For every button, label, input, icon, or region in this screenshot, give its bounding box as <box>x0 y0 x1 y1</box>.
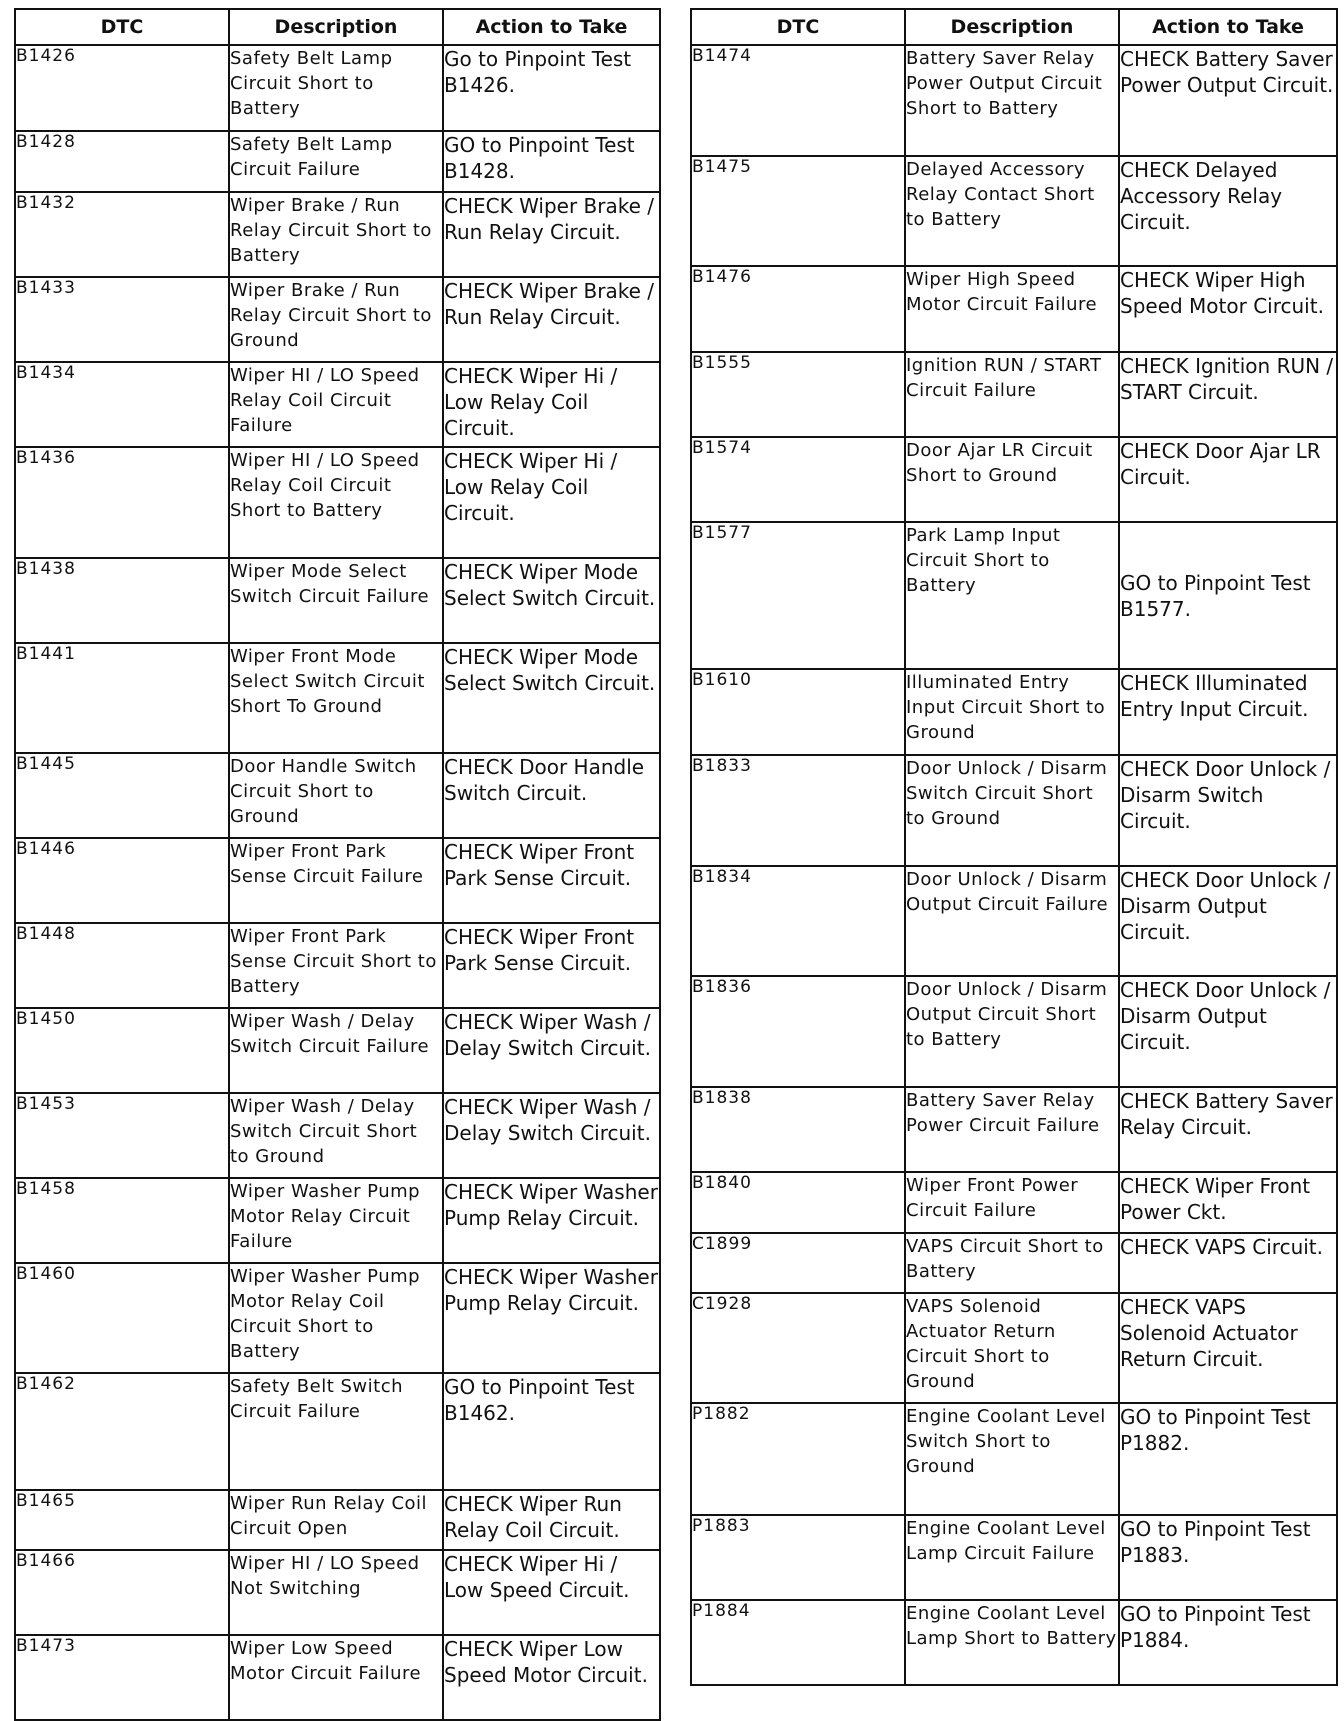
dtc-code: B1466 <box>15 1550 229 1635</box>
dtc-action: CHECK Wiper Hi / Low Speed Circuit. <box>443 1550 660 1635</box>
dtc-code: B1433 <box>15 277 229 362</box>
dtc-action: CHECK Battery Saver Relay Circuit. <box>1119 1087 1337 1172</box>
dtc-code: P1882 <box>691 1403 905 1515</box>
dtc-action: CHECK Wiper High Speed Motor Circuit. <box>1119 266 1337 352</box>
dtc-description: Safety Belt Switch Circuit Failure <box>229 1373 443 1490</box>
dtc-code: P1884 <box>691 1600 905 1685</box>
header-row <box>15 9 660 45</box>
table-row <box>15 558 660 643</box>
dtc-code: B1446 <box>15 838 229 923</box>
table-row <box>691 1515 1337 1600</box>
table-row <box>691 866 1337 976</box>
dtc-action: CHECK Wiper Front Power Ckt. <box>1119 1172 1337 1233</box>
table-row <box>15 1178 660 1263</box>
dtc-code: B1833 <box>691 755 905 866</box>
dtc-action: CHECK Wiper Brake / Run Relay Circuit. <box>443 277 660 362</box>
dtc-code: B1432 <box>15 192 229 277</box>
table-row <box>691 755 1337 866</box>
dtc-code: B1574 <box>691 437 905 522</box>
dtc-code: B1445 <box>15 753 229 838</box>
table-row <box>15 131 660 192</box>
dtc-description: Wiper HI / LO Speed Not Switching <box>229 1550 443 1635</box>
table-row <box>691 669 1337 755</box>
dtc-code: P1883 <box>691 1515 905 1600</box>
table-row <box>691 1293 1337 1403</box>
dtc-description: Wiper Washer Pump Motor Relay Circuit Failure <box>229 1178 443 1263</box>
table-row <box>691 1087 1337 1172</box>
dtc-code: B1465 <box>15 1490 229 1550</box>
dtc-action: CHECK Wiper Hi / Low Relay Coil Circuit. <box>443 362 660 447</box>
dtc-description: Wiper Mode Select Switch Circuit Failure <box>229 558 443 643</box>
dtc-action: CHECK Wiper Brake / Run Relay Circuit. <box>443 192 660 277</box>
table-row <box>15 1635 660 1720</box>
dtc-description: Engine Coolant Level Lamp Short to Battery <box>905 1600 1119 1685</box>
table-row <box>15 362 660 447</box>
dtc-action: CHECK Illuminated Entry Input Circuit. <box>1119 669 1337 755</box>
dtc-description: Wiper Wash / Delay Switch Circuit Short to Ground <box>229 1093 443 1178</box>
dtc-description: Wiper Run Relay Coil Circuit Open <box>229 1490 443 1550</box>
dtc-action: CHECK VAPS Circuit. <box>1119 1233 1337 1293</box>
dtc-description: Wiper HI / LO Speed Relay Coil Circuit Failure <box>229 362 443 447</box>
dtc-action: GO to Pinpoint Test P1884. <box>1119 1600 1337 1685</box>
table-row <box>15 753 660 838</box>
dtc-action: CHECK Door Unlock / Disarm Output Circuit. <box>1119 866 1337 976</box>
table-row <box>15 838 660 923</box>
table-row <box>15 1490 660 1550</box>
dtc-action: CHECK Wiper Low Speed Motor Circuit. <box>443 1635 660 1720</box>
dtc-action: GO to Pinpoint Test B1462. <box>443 1373 660 1490</box>
dtc-description: Wiper Low Speed Motor Circuit Failure <box>229 1635 443 1720</box>
dtc-code: B1453 <box>15 1093 229 1178</box>
dtc-description: Wiper Front Mode Select Switch Circuit Short To Ground <box>229 643 443 753</box>
dtc-action: CHECK Delayed Accessory Relay Circuit. <box>1119 156 1337 266</box>
dtc-action: CHECK Wiper Wash / Delay Switch Circuit. <box>443 1093 660 1178</box>
dtc-description: Wiper Wash / Delay Switch Circuit Failure <box>229 1008 443 1093</box>
dtc-description: Safety Belt Lamp Circuit Failure <box>229 131 443 192</box>
header-action: Action to Take <box>1119 9 1337 45</box>
dtc-description: VAPS Circuit Short to Battery <box>905 1233 1119 1293</box>
dtc-code: B1474 <box>691 45 905 156</box>
dtc-code: B1555 <box>691 352 905 437</box>
dtc-description: Delayed Accessory Relay Contact Short to Battery <box>905 156 1119 266</box>
dtc-code: B1460 <box>15 1263 229 1373</box>
table-row <box>15 447 660 558</box>
dtc-code: B1836 <box>691 976 905 1087</box>
dtc-table-left <box>14 8 661 1721</box>
dtc-description: Wiper Front Power Circuit Failure <box>905 1172 1119 1233</box>
header-description: Description <box>905 9 1119 45</box>
dtc-description: Battery Saver Relay Power Output Circuit Short to Battery <box>905 45 1119 156</box>
dtc-action: GO to Pinpoint Test B1577. <box>1119 522 1337 669</box>
dtc-description: Engine Coolant Level Switch Short to Ground <box>905 1403 1119 1515</box>
table-row <box>15 277 660 362</box>
table-row <box>15 923 660 1008</box>
table-row <box>691 522 1337 669</box>
dtc-description: Wiper Front Park Sense Circuit Short to Battery <box>229 923 443 1008</box>
dtc-code: B1434 <box>15 362 229 447</box>
dtc-code: B1450 <box>15 1008 229 1093</box>
dtc-action: CHECK Wiper Washer Pump Relay Circuit. <box>443 1263 660 1373</box>
dtc-description: Safety Belt Lamp Circuit Short to Battery <box>229 45 443 131</box>
dtc-action: CHECK Ignition RUN / START Circuit. <box>1119 352 1337 437</box>
table-row <box>691 352 1337 437</box>
dtc-description: VAPS Solenoid Actuator Return Circuit Short to Ground <box>905 1293 1119 1403</box>
header-dtc: DTC <box>691 9 905 45</box>
dtc-description: Door Ajar LR Circuit Short to Ground <box>905 437 1119 522</box>
dtc-description: Battery Saver Relay Power Circuit Failure <box>905 1087 1119 1172</box>
table-row <box>691 437 1337 522</box>
dtc-action: CHECK Door Unlock / Disarm Switch Circuit. <box>1119 755 1337 866</box>
dtc-action: CHECK Door Ajar LR Circuit. <box>1119 437 1337 522</box>
table-row <box>691 1403 1337 1515</box>
dtc-code: B1834 <box>691 866 905 976</box>
dtc-description: Wiper Brake / Run Relay Circuit Short to Ground <box>229 277 443 362</box>
dtc-action: CHECK Wiper Front Park Sense Circuit. <box>443 923 660 1008</box>
dtc-description: Engine Coolant Level Lamp Circuit Failure <box>905 1515 1119 1600</box>
dtc-code: B1428 <box>15 131 229 192</box>
dtc-action: CHECK Wiper Mode Select Switch Circuit. <box>443 643 660 753</box>
table-row <box>691 1172 1337 1233</box>
dtc-action: GO to Pinpoint Test P1883. <box>1119 1515 1337 1600</box>
dtc-description: Park Lamp Input Circuit Short to Battery <box>905 522 1119 669</box>
dtc-code: B1458 <box>15 1178 229 1263</box>
dtc-action: CHECK Wiper Hi / Low Relay Coil Circuit. <box>443 447 660 558</box>
table-row <box>15 1263 660 1373</box>
dtc-code: B1462 <box>15 1373 229 1490</box>
header-row <box>691 9 1337 45</box>
dtc-code: B1840 <box>691 1172 905 1233</box>
dtc-description: Wiper HI / LO Speed Relay Coil Circuit Short to Battery <box>229 447 443 558</box>
dtc-action: GO to Pinpoint Test P1882. <box>1119 1403 1337 1515</box>
dtc-action: CHECK Wiper Mode Select Switch Circuit. <box>443 558 660 643</box>
dtc-table-right <box>690 8 1338 1686</box>
dtc-code: B1448 <box>15 923 229 1008</box>
table-row <box>15 643 660 753</box>
dtc-action: CHECK Wiper Washer Pump Relay Circuit. <box>443 1178 660 1263</box>
dtc-code: B1476 <box>691 266 905 352</box>
table-row <box>691 45 1337 156</box>
header-description: Description <box>229 9 443 45</box>
table-row <box>15 1008 660 1093</box>
table-row <box>691 266 1337 352</box>
dtc-code: B1438 <box>15 558 229 643</box>
table-row <box>15 192 660 277</box>
dtc-action: CHECK Door Handle Switch Circuit. <box>443 753 660 838</box>
dtc-code: B1610 <box>691 669 905 755</box>
dtc-action: CHECK Door Unlock / Disarm Output Circuit. <box>1119 976 1337 1087</box>
dtc-action: Go to Pinpoint Test B1426. <box>443 45 660 131</box>
dtc-code: B1577 <box>691 522 905 669</box>
dtc-action: CHECK VAPS Solenoid Actuator Return Circuit. <box>1119 1293 1337 1403</box>
dtc-action: GO to Pinpoint Test B1428. <box>443 131 660 192</box>
dtc-description: Door Handle Switch Circuit Short to Ground <box>229 753 443 838</box>
dtc-description: Illuminated Entry Input Circuit Short to Ground <box>905 669 1119 755</box>
dtc-code: B1441 <box>15 643 229 753</box>
dtc-description: Door Unlock / Disarm Output Circuit Failure <box>905 866 1119 976</box>
table-row <box>691 156 1337 266</box>
dtc-description: Door Unlock / Disarm Output Circuit Short to Battery <box>905 976 1119 1087</box>
dtc-code: B1475 <box>691 156 905 266</box>
dtc-description: Wiper Front Park Sense Circuit Failure <box>229 838 443 923</box>
dtc-description: Wiper Brake / Run Relay Circuit Short to Battery <box>229 192 443 277</box>
dtc-action: CHECK Wiper Wash / Delay Switch Circuit. <box>443 1008 660 1093</box>
table-row <box>691 1600 1337 1685</box>
dtc-code: C1928 <box>691 1293 905 1403</box>
dtc-code: B1473 <box>15 1635 229 1720</box>
dtc-action: CHECK Wiper Run Relay Coil Circuit. <box>443 1490 660 1550</box>
table-row <box>15 45 660 131</box>
dtc-description: Door Unlock / Disarm Switch Circuit Short to Ground <box>905 755 1119 866</box>
dtc-description: Ignition RUN / START Circuit Failure <box>905 352 1119 437</box>
table-row <box>691 1233 1337 1293</box>
dtc-action: CHECK Wiper Front Park Sense Circuit. <box>443 838 660 923</box>
dtc-description: Wiper High Speed Motor Circuit Failure <box>905 266 1119 352</box>
table-row <box>15 1550 660 1635</box>
dtc-action: CHECK Battery Saver Power Output Circuit. <box>1119 45 1337 156</box>
dtc-description: Wiper Washer Pump Motor Relay Coil Circuit Short to Battery <box>229 1263 443 1373</box>
dtc-code: B1426 <box>15 45 229 131</box>
dtc-code: B1436 <box>15 447 229 558</box>
dtc-code: C1899 <box>691 1233 905 1293</box>
table-row <box>15 1093 660 1178</box>
header-action: Action to Take <box>443 9 660 45</box>
table-row <box>691 976 1337 1087</box>
dtc-code: B1838 <box>691 1087 905 1172</box>
header-dtc: DTC <box>15 9 229 45</box>
table-row <box>15 1373 660 1490</box>
